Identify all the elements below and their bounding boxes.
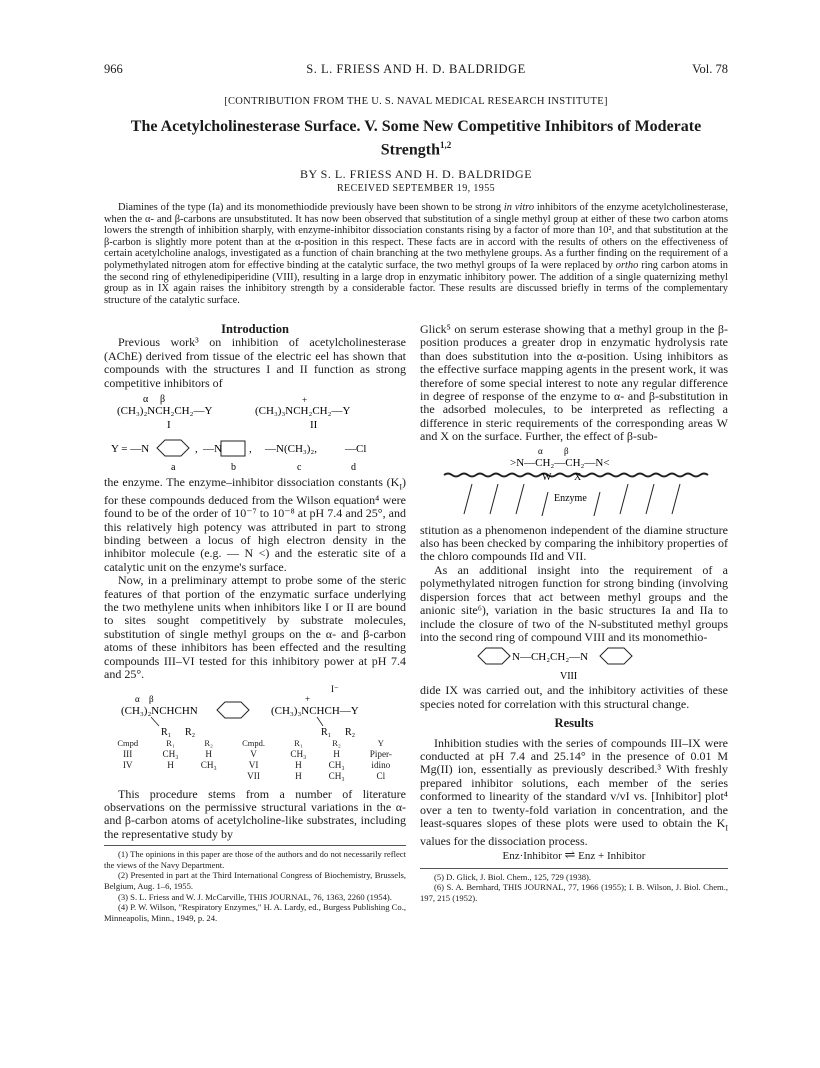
Y-d-formula: —Cl [345,443,367,456]
table-cell [151,771,189,782]
table-cell: CH₃ [290,748,307,759]
title-footnote-mark: 1,2 [440,140,452,150]
R2-label: R₂ [185,726,196,738]
table-header-cell: Y [377,737,384,748]
alpha-label-diagram: α [538,445,543,456]
table-cell: CH₃ [200,759,217,770]
hatch-line [646,484,654,514]
plus-label-2: + [305,693,311,704]
Y-N-b: —N [203,443,222,456]
right-paragraph-4: dide IX was carried out, and the inhibitory activities of these species noted for correlation with this structural change. [420,683,728,711]
label-d: d [351,462,356,474]
title-line-2 [104,136,728,159]
intro-paragraph-3: Now, in a preliminary attempt to probe some of the steric features of that portion of the enzymatic surface underlying the two methylene units when inhibitors like I or II are bound to sites sought competitively by substrate molecules, substitution of single methyl groups on the α- and β-carbon atoms of these inhibitors has been effected and the resulting compounds III–VI tested for this inhibitory power at pH 7.4 and 25°. [104,573,406,682]
results-sub: I [725,823,728,833]
right-paragraph-2: stitution as a phenomenon independent of the diamine structure also has been checked by comparing the inhibitory properties of the chloro compounds IId and VII. [420,522,728,564]
formula-V-VII: (CH₃)₃NCHCH—Y [271,704,359,717]
label-c: c [297,462,302,474]
beta-label: β [160,394,166,406]
introduction-heading: Introduction [221,322,289,336]
intro-paragraph-4: This procedure stems from a number of literature observations on the permissive structural variations in the α- and β-carbon atoms of acetylcholine-like substrates, including the representative study by [104,786,406,841]
table-cell: H [333,748,340,759]
table-cell: Cl [376,770,386,781]
table-header-row [104,738,406,749]
VIII-label: VIII [560,671,578,683]
Y-separator-2: , [249,443,252,456]
title-line-1: The Acetylcholinesterase Surface. V. Some New Competitive Inhibitors of Moderate [130,118,702,135]
structures-III-VII-diagram [105,682,405,738]
hatch-line [620,484,628,514]
formula-I: (CH₃)₂NCH₂CH₂—Y [117,405,213,418]
dissociation-equation [420,848,728,863]
equation-left: Enz·Inhibitor [502,850,562,863]
table-cell: CH₃ [162,748,179,759]
table-cell: H [205,748,213,759]
footnote-6: (6) S. A. Bernhard, THIS JOURNAL, 77, 1966 (1955); I. B. Wilson, J. Biol. Chem., 197, 215 (1952). [420,882,728,903]
table-header-cell: Cmpd. [242,737,265,748]
alpha-label: α [143,394,149,406]
Y-equals: Y = —N [111,443,150,456]
received-date: RECEIVED SEPTEMBER 19, 1955 [336,183,496,194]
hatch-line [594,492,600,516]
para2-text: the enzyme. The enzyme–inhibitor dissociation constants (K [104,475,400,490]
table-cell [104,771,151,782]
left-column [104,323,406,923]
table-row [104,749,406,760]
table-header-cell: R₂ [332,737,341,748]
Y-separator-1: , [195,443,198,456]
R2-label-right: R₂ [345,726,356,738]
table-cell: IV [122,759,133,770]
footnote-1: (1) The opinions in this paper are those of the authors and do not necessarily reflect the views of the Navy Department. [104,849,406,870]
enzyme-surface-diagram [424,444,724,524]
formula-II: (CH₃)₃NCH₂CH₂—Y [255,405,351,418]
table-header-cell: R₁ [166,737,175,748]
table-cell: VII [247,770,260,781]
label-I: I [167,419,171,432]
abstract [104,202,728,306]
piperidine-ring-icon-right [600,648,632,664]
abstract-text-3: ring carbon atoms in the second ring of ethylenedipiperidine (VIII), resulting in a large drop in enzymatic inhibitory power. The addition of a single quaternizing methyl group as in IX again raises the inhibitory strength by a considerable factor. These results are discussed briefly in terms of the complementary structure of the catalytic surface. [104,259,728,306]
piperidine-ring-icon-left [478,648,510,664]
table-header-cell: Cmpd [117,737,139,748]
iodide-label: I⁻ [331,683,339,694]
piperidine-ring-icon-2 [217,702,249,718]
table-cell [190,771,228,782]
bond-line [317,717,323,726]
abstract-italic-2: ortho [615,259,639,271]
footnote-rule [104,845,406,846]
hatch-line [542,492,548,516]
abstract-text-1: Diamines of the type (Ia) and its monomethiodide previously have been shown to be strong [118,202,504,213]
table-cell: CH₃ [328,770,345,781]
table-cell: VI [248,759,259,770]
table-cell: Piper- [369,748,392,759]
enzyme-label: Enzyme [554,492,587,504]
label-II: II [310,419,318,432]
footnote-4: (4) P. W. Wilson, "Respiratory Enzymes," H. A. Lardy, ed., Burgess Publishing Co., Minneapolis, Minn., 1949, p. 24. [104,902,406,923]
R1-label: R₁ [161,726,172,738]
right-paragraph-1: Glick⁵ on serum esterase showing that a methyl group in the β-position produces a greater drop in enzymatic hydrolysis rate than does substitution into the α-position. Using inhibitors as the effective surface mapping agents in the present work, it was therefore of some special interest to note any regular difference in degree of response of the enzyme to α- and β-substitution in the adsorbed molecules, to be interpreted as reflecting a difference in steric requirements of the corresponding areas W and X on the surface. Further, the effect of β-sub- [420,322,728,444]
right-paragraph-3: As an additional insight into the requirement of a polymethylated nitrogen function for strong binding (involving dispersion forces that act between methyl groups and the anionic site⁶), variation in the basic structures Ia and IIa to include the closure of two of the N-substituted methyl groups into the second ring of compound VIII and its monomethio- [420,562,728,644]
equilibrium-arrow-icon: ⇌ [564,847,576,863]
table-row [104,760,406,771]
results-text: Inhibition studies with the series of compounds III–IX were conducted at pH 7.4 and 25.14° in the presence of 0.01 M Mg(II) ion, essentially as previously described.³ With freshly prepared inhibitor solutions, each member of the series conformed to linearity of the standard v/vI vs. [Inhibitor] plot⁴ over a ten to twenty-fold variation in concentration, and the least-squares slopes of these plots were used to obtain the K [420,735,728,830]
compound-table [104,738,406,782]
table-header-cell: R₁ [294,737,303,748]
alpha-label-2: α [135,693,140,704]
running-authors: S. L. FRIESS AND H. D. BALDRIDGE [306,62,526,76]
hatch-line [516,484,524,514]
VIII-formula: N—CH₂CH₂—N [512,651,589,664]
equation-right: Enz + Inhibitor [578,850,646,863]
page-number: 966 [104,62,123,76]
W-site-label: W [542,471,552,483]
beta-label-2: β [149,693,154,704]
diamine-formula: >N—CH₂—CH₂—N< [510,456,610,469]
label-b: b [231,462,236,474]
results-text-b: values for the dissociation process. [420,833,588,848]
intro-paragraph-2 [104,476,406,574]
table-row [104,771,406,782]
results-paragraph-1 [420,737,728,849]
table-cell: H [167,759,174,770]
contribution-line: [CONTRIBUTION FROM THE U. S. NAVAL MEDICAL RESEARCH INSTITUTE] [224,96,608,107]
para2-text-b: ) for these compounds deduced from the Wilson equation⁴ were found to be of the order of 10⁻⁷ to 10⁻⁸ at pH 7.4 and 25°, and this relatively high potency was attributed in part to strong binding between a locus of high electron density in the inhibitor molecule (e.g. — N <) and the esteratic site of a catalytic unit on the enzyme's surface. [104,475,406,574]
table-cell: H [295,770,302,781]
results-heading: Results [554,716,594,731]
abstract-text-2: inhibitors of the enzyme acetylcholinesterase, when the α- and β-carbons are unsubstituted. It has now been observed that substitution of a single methyl group at either of these two carbon atoms lowers the strength of inhibition sharply, with enzyme-inhibitor dissociation constants rising by a factor of more than 10², and that substitution at the β-carbon is slightly more potent than at the α-position in this respect. These facts are in accord with the results of others on the effectiveness of certain acetylcholine analogs, investigated as a function of chain branching at the two methylene groups. As a further finding on the requirement of a polymethylated nitrogen atom for effective binding at the catalytic surface, the two methyl groups of Ia were replaced by [104,202,728,271]
right-column [420,323,728,903]
footnote-rule-right [420,868,728,869]
paper-title [104,118,728,159]
R1-label-right: R₁ [321,726,332,738]
formula-III-IV: (CH₃)₂NCHCHN [121,704,198,717]
hatch-line [672,484,680,514]
byline: BY S. L. FRIESS AND H. D. BALDRIDGE [299,167,533,181]
Y-c-formula: —N(CH₃)₂, [265,443,317,456]
title-line-2-text: Strength [380,141,440,159]
bond-line [151,717,159,726]
structure-VIII-diagram [424,644,724,684]
table-cell: V [250,748,257,759]
footnote-3: (3) S. L. Friess and W. J. McCarville, THIS JOURNAL, 76, 1363, 2260 (1954). [118,891,392,902]
II-plus-sign: + [302,395,308,406]
pyrrolidine-ring-icon [221,441,245,456]
table-cell: H [295,759,302,770]
label-a: a [171,462,176,474]
structures-I-II-diagram [105,390,405,476]
table-cell: idino [371,759,391,770]
hatch-line [490,484,498,514]
piperidine-ring-icon [157,440,189,456]
para2-sub: I [399,482,402,492]
beta-label-diagram: β [564,445,569,456]
table-header-cell: R₂ [204,737,214,748]
X-site-label: X [574,471,582,483]
volume-label: Vol. 78 [692,62,728,76]
hatch-line [464,484,472,514]
abstract-italic-1: in vitro [503,202,535,213]
running-head [104,62,728,78]
table-cell: III [123,748,133,759]
table-cell: CH₃ [328,759,345,770]
intro-paragraph-1: Previous work³ on inhibition of acetylcholinesterase (AChE) derived from tissue of the electric eel has shown that compounds with the structures I and II function as strong competitive inhibitors of [104,335,406,390]
footnote-2: (2) Presented in part at the Third International Congress of Biochemistry, Brussels, Belgium, Aug. 1–6, 1955. [104,870,406,891]
footnote-5: (5) D. Glick, J. Biol. Chem., 125, 729 (1938). [434,871,592,882]
